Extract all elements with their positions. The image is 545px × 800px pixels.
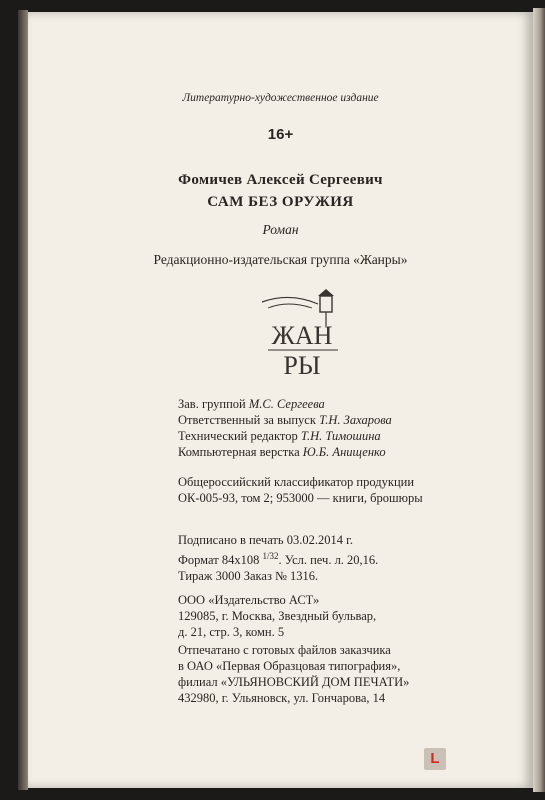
printer-info [178, 642, 498, 706]
publisher-line: ООО «Издательство АСТ» [178, 593, 320, 607]
printer-line: 432980, г. Ульяновск, ул. Гончарова, 14 [178, 691, 386, 705]
staff-person: Т.Н. Тимошина [300, 429, 381, 443]
book-genre: Роман [262, 222, 299, 237]
signed-date: Подписано в печать 03.02.2014 г. [178, 533, 353, 547]
edition-type: Литературно-художественное издание [182, 92, 379, 104]
printer-line: Отпечатано с готовых файлов заказчика [178, 643, 391, 657]
staff-role: Технический редактор [178, 429, 298, 443]
book-spine-shadow [18, 10, 28, 790]
staff-role: Ответственный за выпуск [178, 413, 316, 427]
age-rating: 16+ [267, 126, 294, 143]
book-page [28, 12, 533, 788]
print-run: Тираж 3000 Заказ № 1316. [178, 569, 319, 584]
staff-line [178, 412, 498, 428]
classifier-line: ОК-005-93, том 2; 953000 — книги, брошюры [178, 491, 423, 505]
staff-line [178, 428, 498, 444]
publisher-info [178, 592, 498, 640]
printer-line: в ОАО «Первая Образцовая типография», [178, 659, 401, 673]
format-suffix: . Усл. печ. л. 20,16. [278, 553, 379, 568]
logo-text-top: ЖАН [271, 321, 333, 350]
editorial-group: Редакционно-издательская группа «Жанры» [153, 252, 408, 267]
staff-person: М.С. Сергеева [248, 397, 325, 411]
printer-line: филиал «УЛЬЯНОВСКИЙ ДОМ ПЕЧАТИ» [178, 675, 410, 689]
publisher-line: д. 21, стр. 3, комн. 5 [178, 625, 285, 639]
staff-person: Т.Н. Захарова [319, 413, 392, 427]
publisher-line: 129085, г. Москва, Звездный бульвар, [178, 609, 377, 623]
staff-role: Зав. группой [178, 397, 246, 411]
print-info [178, 532, 498, 584]
watermark-letter: L [430, 750, 440, 767]
staff-line [178, 396, 498, 412]
staff-list [178, 396, 498, 460]
page-edge-shadow [533, 8, 545, 792]
book-title: САМ БЕЗ ОРУЖИЯ [207, 194, 354, 210]
format-fraction: 1/32 [262, 551, 279, 561]
print-format [178, 548, 498, 568]
product-classifier [178, 474, 498, 506]
logo-text-bottom: РЫ [283, 351, 321, 380]
zhanry-logo-icon [260, 286, 346, 384]
classifier-line: Общероссийский классификатор продукции [178, 475, 415, 489]
author-name: Фомичев Алексей Сергеевич [178, 172, 383, 188]
format-prefix: Формат 84х108 [178, 553, 260, 568]
staff-person: Ю.Б. Анищенко [302, 445, 386, 459]
litres-logo-icon [424, 748, 446, 770]
staff-role: Компьютерная верстка [178, 445, 300, 459]
staff-line [178, 444, 498, 460]
